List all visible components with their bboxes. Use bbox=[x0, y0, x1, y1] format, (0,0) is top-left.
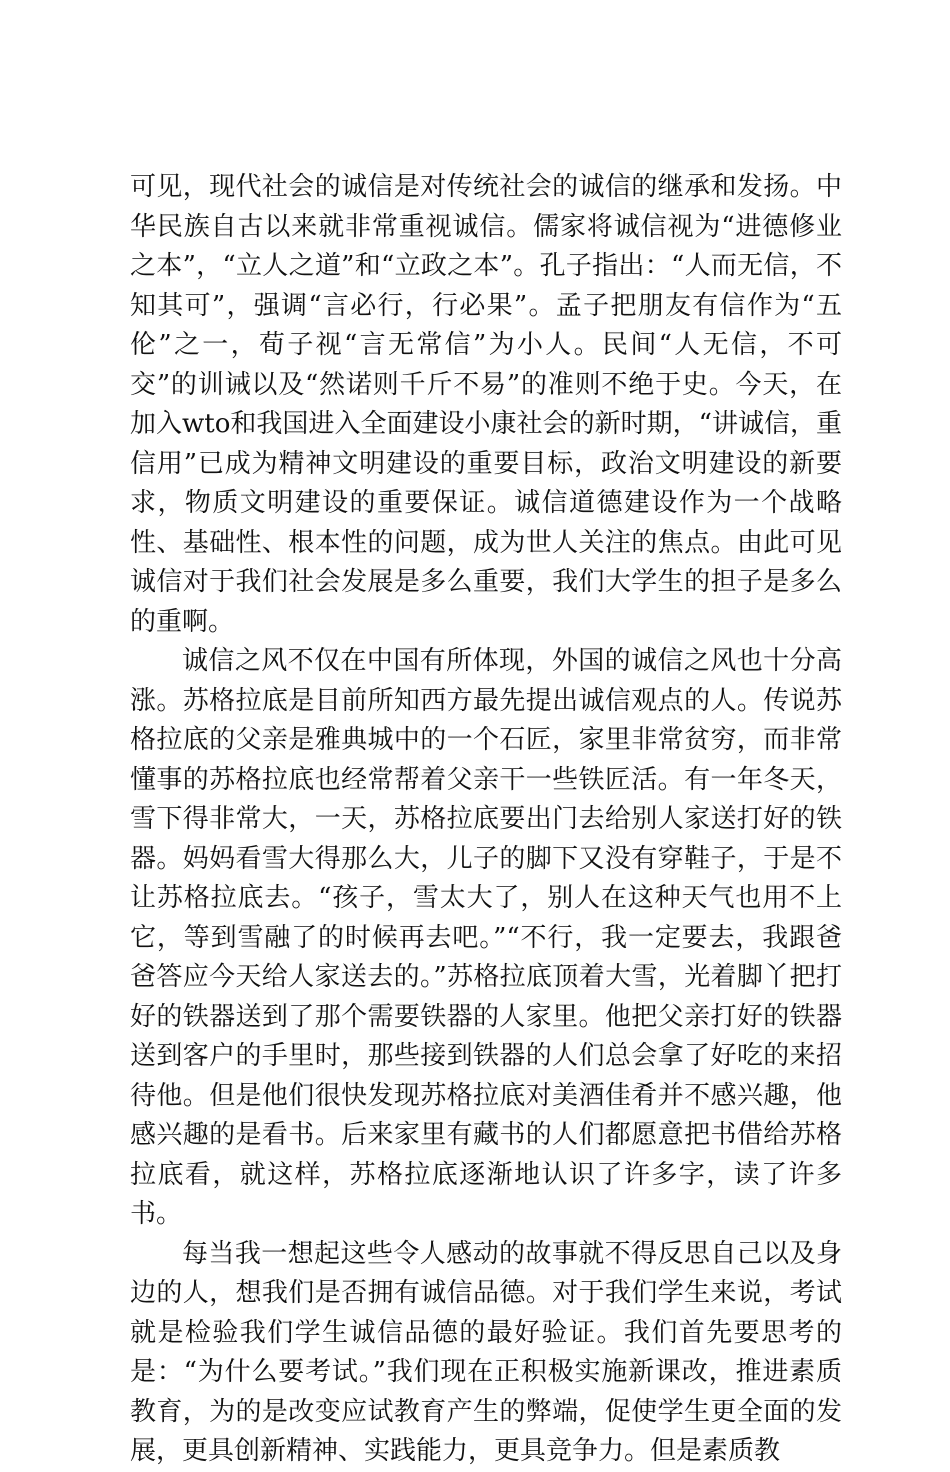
paragraph-1: 可见，现代社会的诚信是对传统社会的诚信的继承和发扬。中华民族自古以来就非常重视诚信。儒家将诚信视为“进德修业之本”，“立人之道”和“立政之本”。孔子指出：“人而无信，不知其可”，强调“言必行，行必果”。孟子把朋友有信作为“五伦”之一，荀子视“言无常信”为小人。民间“人无信，不可交”的训诫以及“然诺则千斤不易”的准则不绝于史。今天，在加入wto和我国进入全面建设小康社会的新时期，“讲诚信，重信用”已成为精神文明建设的重要目标，政治文明建设的新要求，物质文明建设的重要保证。诚信道德建设作为一个战略性、基础性、根本性的问题，成为世人关注的焦点。由此可见诚信对于我们社会发展是多么重要，我们大学生的担子是多么的重啊。 bbox=[130, 172, 842, 637]
paragraph-2: 诚信之风不仅在中国有所体现，外国的诚信之风也十分高涨。苏格拉底是目前所知西方最先提出诚信观点的人。传说苏格拉底的父亲是雅典城中的一个石匠，家里非常贫穷，而非常懂事的苏格拉底也经常帮着父亲干一些铁匠活。有一年冬天，雪下得非常大，一天，苏格拉底要出门去给别人家送打好的铁器。妈妈看雪大得那么大，儿子的脚下又没有穿鞋子，于是不让苏格拉底去。“孩子，雪太大了，别人在这种天气也用不上它，等到雪融了的时候再去吧。”“不行，我一定要去，我跟爸爸答应今天给人家送去的。”苏格拉底顶着大雪，光着脚丫把打好的铁器送到了那个需要铁器的人家里。他把父亲打好的铁器送到客户的手里时，那些接到铁器的人们总会拿了好吃的来招待他。但是他们很快发现苏格拉底对美酒佳肴并不感兴趣，他感兴趣的是看书。后来家里有藏书的人们都愿意把书借给苏格拉底看，就这样，苏格拉底逐渐地认识了许多字，读了许多书。 bbox=[130, 646, 842, 1229]
paragraph-3: 每当我一想起这些令人感动的故事就不得反思自己以及身边的人，想我们是否拥有诚信品德。对于我们学生来说，考试就是检验我们学生诚信品德的最好验证。我们首先要思考的是：“为什么要考试。”我们现在正积极实施新课改，推进素质教育，为的是改变应试教育产生的弊端，促使学生更全面的发展，更具创新精神、实践能力，更具竞争力。但是素质教 bbox=[130, 1238, 842, 1466]
document-body bbox=[130, 168, 842, 1472]
